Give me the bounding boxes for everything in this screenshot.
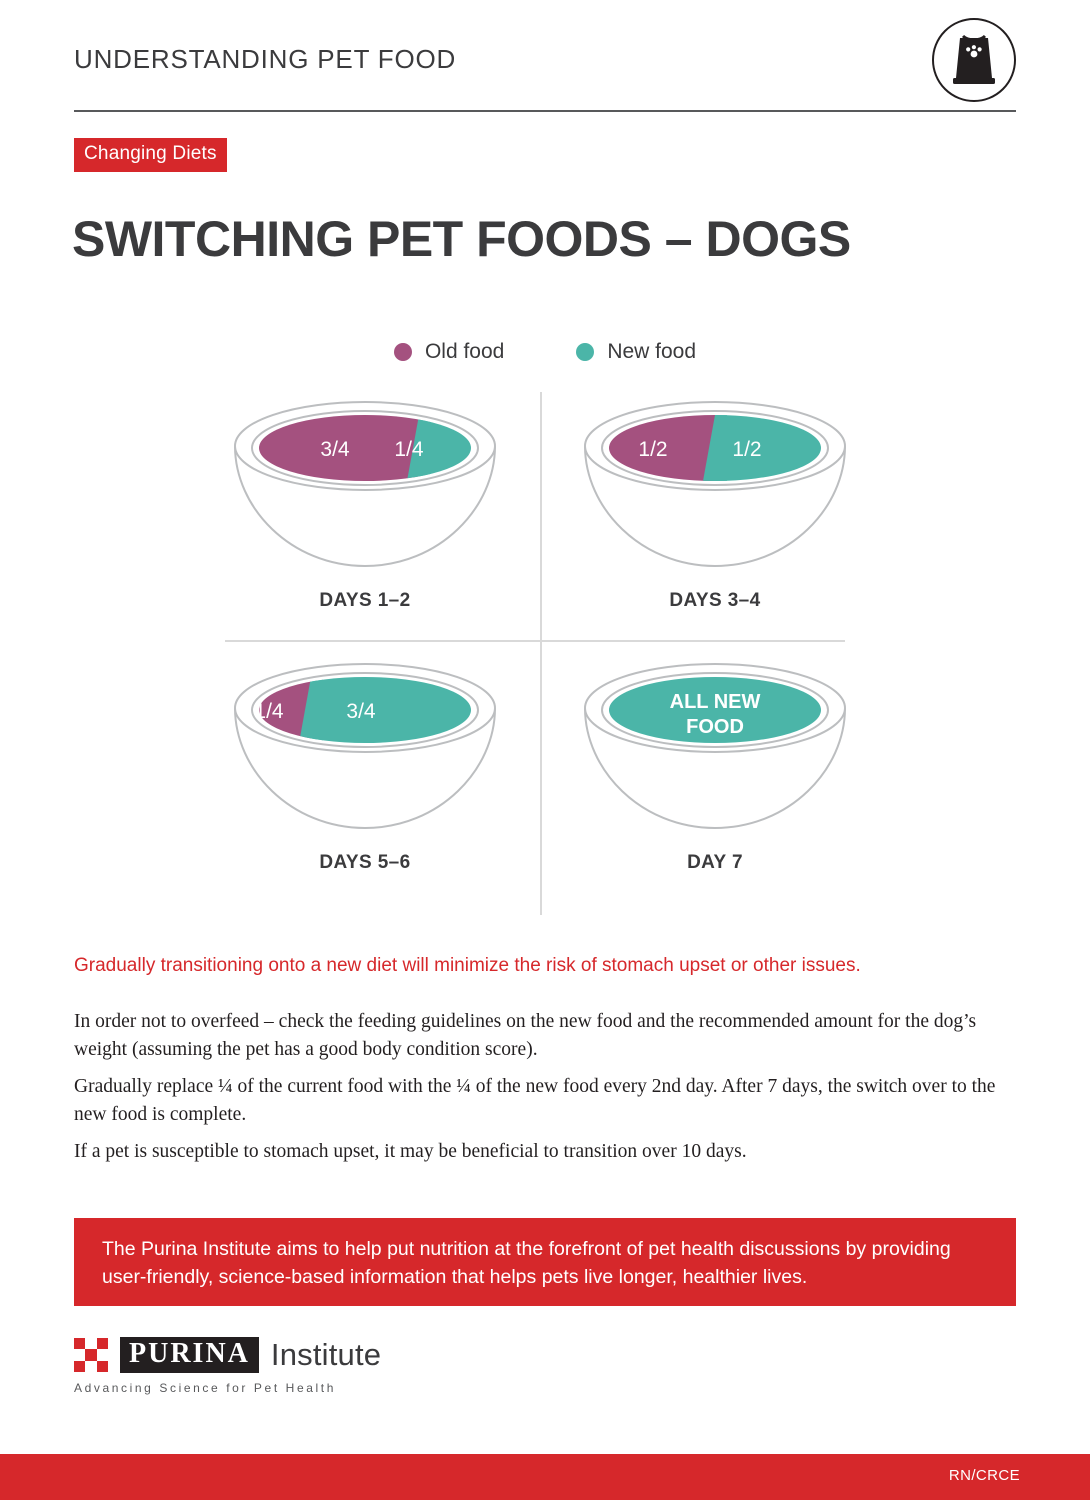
day-label-days-5-6: DAYS 5–6 [319,852,411,873]
fraction-old-food: 3/4 [320,438,350,461]
fraction-old-food: 1/4 [254,700,284,723]
page-header [74,26,1016,104]
body-paragraph-2: Gradually replace ¼ of the current food with the ¼ of the new food every 2nd day. After 7 days, the switch over to the new food is complete. [74,1076,996,1125]
page-footer [0,1454,1090,1500]
bowl-svg [231,660,499,832]
fraction-all-new-food [635,690,795,740]
body-paragraph-1: In order not to overfeed – check the feeding guidelines on the new food and the recommended amount for the dog’s weight (assuming the pet has a good body condition score). [74,1011,977,1060]
section-tag: Changing Diets [74,138,227,172]
bowl-svg [581,660,849,832]
fraction-old-food: 1/2 [638,438,668,461]
lead-paragraph: Gradually transitioning onto a new diet will minimize the risk of stomach upset or other issues. [74,955,861,976]
bag-icon-svg [951,34,997,86]
all-new-line-2: FOOD [686,716,744,738]
bowl-graphic-days-5-6 [231,660,499,832]
bowl-svg [581,398,849,570]
legend-item-old-food [394,340,504,364]
mission-callout: The Purina Institute aims to help put nutrition at the forefront of pet health discussions by providing user-friendly, science-based information that helps pets live longer, healthier lives. [74,1218,1016,1306]
legend-label-old-food: Old food [424,340,505,363]
bowl-graphic-day-7 [581,660,849,832]
header-divider [74,110,1016,112]
purina-institute-logo [74,1337,494,1395]
all-new-line-1: ALL NEW [669,691,761,713]
pet-food-bag-icon [932,18,1016,102]
purina-logo-row [74,1337,494,1373]
legend-dot-new-food-icon [576,343,594,361]
fraction-new-food: 1/4 [394,438,424,461]
day-label-day-7: DAY 7 [687,852,743,873]
bowls-chart [190,392,890,917]
bowl-graphic-days-3-4 [581,398,849,570]
legend-dot-old-food-icon [394,343,412,361]
purina-checkerboard-icon [74,1338,108,1372]
bowl-svg [231,398,499,570]
day-label-days-1-2: DAYS 1–2 [319,590,411,611]
bowl-graphic-days-1-2 [231,398,499,570]
body-paragraph-3: If a pet is susceptible to stomach upset, it may be beneficial to transition over 10 days. [74,1141,747,1162]
bowl-panel-days-3-4 [540,392,890,654]
main-heading: SWITCHING PET FOODS – DOGS [72,211,851,267]
fraction-new-food: 1/2 [732,438,762,461]
bowl-panel-days-1-2 [190,392,540,654]
footer-code: RN/CRCE [948,1467,1020,1484]
bowl-panel-days-5-6 [190,654,540,916]
day-label-days-3-4: DAYS 3–4 [669,590,761,611]
fraction-new-food: 3/4 [346,700,376,723]
purina-wordmark: PURINA [120,1337,259,1373]
chart-legend [0,340,1090,364]
institute-wordmark: Institute [270,1337,382,1372]
legend-item-new-food [576,340,696,364]
legend-label-new-food: New food [607,340,697,363]
brand-tagline: Advancing Science for Pet Health [74,1381,336,1395]
page-title: UNDERSTANDING PET FOOD [74,44,457,74]
bowl-panel-day-7 [540,654,890,916]
